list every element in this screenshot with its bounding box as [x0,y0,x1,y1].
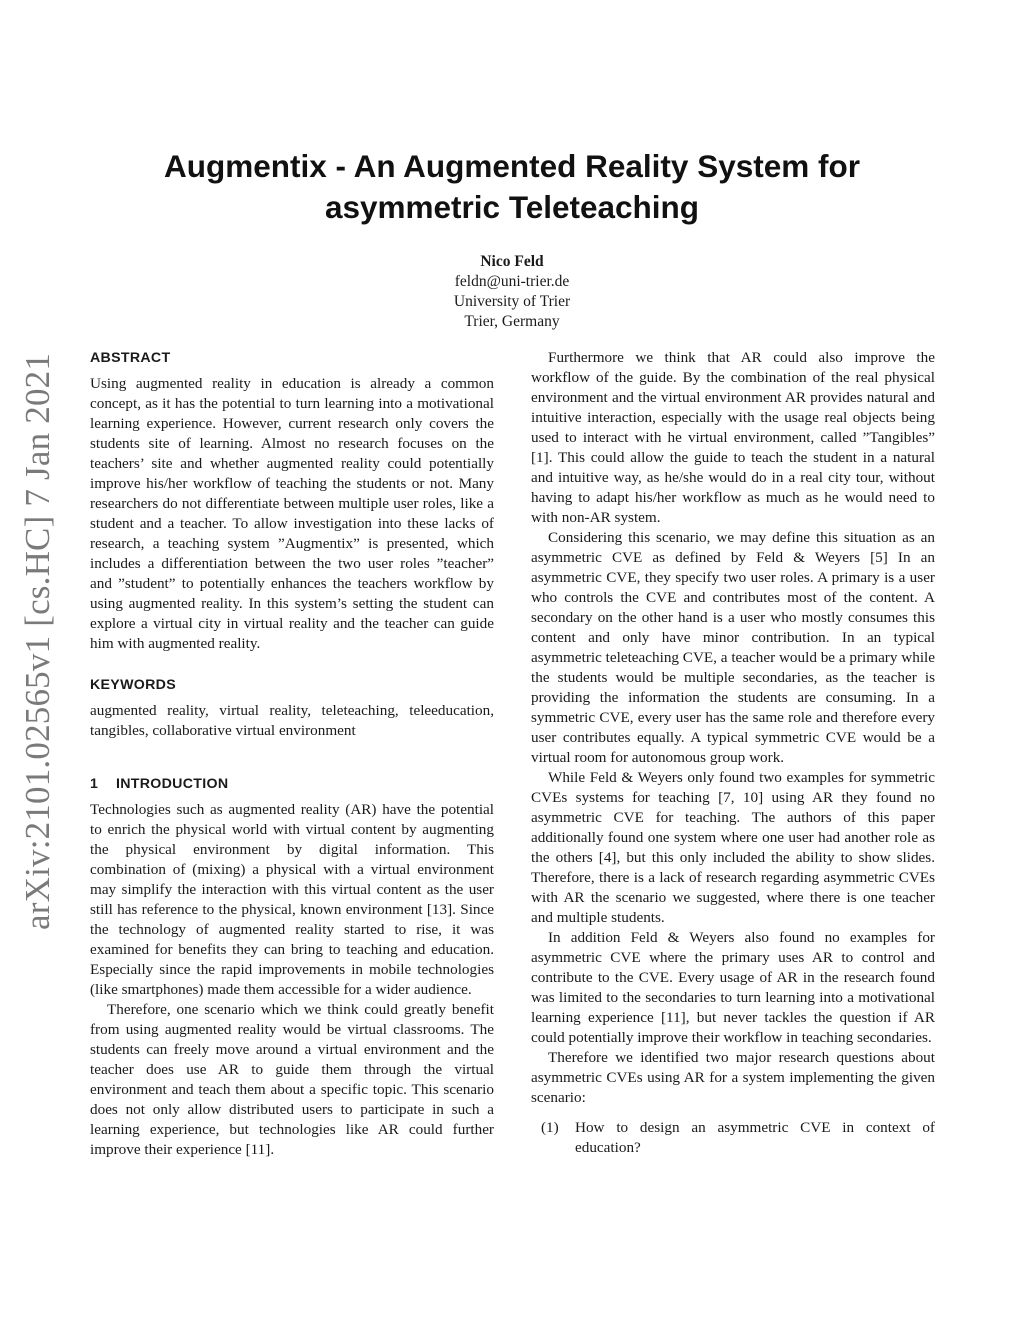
author-name: Nico Feld [480,253,544,270]
author-block [362,252,662,332]
arxiv-identifier [18,352,58,930]
research-question-1 [531,1118,935,1158]
right-paragraph-3: While Feld & Weyers only found two examples for symmetric CVEs systems for teaching [7, 10] using AR they found no asymmetric CVE for teaching. The authors of this paper additionally found one system where one user had another role as the others [4], but this only included the ability to show slides. Therefore, there is a lack of research regarding asymmetric CVEs with AR the scenario we suggested, where there is one teacher and multiple students. [531,769,935,926]
abstract-heading: ABSTRACT [90,350,171,366]
section-title: INTRODUCTION [116,776,229,792]
right-column [531,348,935,1158]
question-number: (1) [541,1119,559,1136]
author-affiliation: University of Trier [453,293,571,310]
right-paragraph-4: In addition Feld & Weyers also found no examples for asymmetric CVE where the primary uses AR to control and contribute to the CVE. Every usage of AR in the research found was limited to the secondaries to turn learning into a motivational learning experience [11], but never tackles the question if AR could potentially improve their workflow in teaching secondaries. [531,929,935,1046]
section-number: 1 [90,776,99,792]
right-paragraph-1: Furthermore we think that AR could also improve the workflow of the guide. By the combination of the real physical environment and the virtual environment AR provides natural and intuitive interaction, especially with the usage real objects being used to interact with he virtual environment, called ”Tangibles” [1]. This could allow the guide to teach the student in a natural and intuitive way, as he/she would do in a real city tour, without having to adapt his/her workflow as much as he would need to with non-AR system. [531,349,935,526]
keywords-heading: KEYWORDS [90,677,176,693]
intro-paragraph-2: Therefore, one scenario which we think could greatly benefit from using augmented reality would be virtual classrooms. The students can freely move around a virtual environment and the teacher does use AR to guide them through the virtual environment and teach them about a specific topic. This scenario does not only allow distributed users to participate in such a learning experience, but technologies like AR could further improve their experience [11]. [90,1001,494,1158]
author-location: Trier, Germany [464,313,560,330]
intro-paragraph-1: Technologies such as augmented reality (AR) have the potential to enrich the physical world with virtual content by augmenting the physical environment by digital information. This combination of (mixing) a physical with a virtual environment may simplify the interaction with this virtual content as the user still has reference to the physical, known environment [13]. Since the technology of augmented reality started to rise, it was examined for benefits they can bring to teaching and education. Especially since the rapid improvements in mobile technologies (like smartphones) made them accessible for a wider audience. [90,801,494,998]
keywords-text: augmented reality, virtual reality, teleteaching, teleeducation, tangibles, collaborative virtual environment [90,702,494,739]
author-email: feldn@uni-trier.de [454,273,570,290]
left-column [90,348,494,1160]
introduction-heading [90,774,494,794]
right-paragraph-2: Considering this scenario, we may define this situation as an asymmetric CVE as defined by Feld & Weyers [5] In an asymmetric CVE, they specify two user roles. A primary is a user who controls the CVE and contributes most of the content. A secondary on the other hand is a user who mostly consumes this content and only have minor contribution. In an typical asymmetric teleteaching CVE, a teacher would be a primary while the students would be multiple secondaries, as the teacher is providing the information the students are consuming. In a symmetric CVE, every user has the same role and therefore every user contributes equally. A typical symmetric CVE would be a virtual room for autonomous group work. [531,529,935,766]
paper-title: Augmentix - An Augmented Reality System for asymmetric Teleteaching [163,148,860,225]
question-text: How to design an asymmetric CVE in context of education? [575,1119,935,1156]
right-paragraph-5: Therefore we identified two major research questions about asymmetric CVEs using AR for a system implementing the given scenario: [531,1049,935,1106]
abstract-text: Using augmented reality in education is already a common concept, as it has the potential to turn learning into a motivational learning experience. However, current research only covers the students site of learning. Almost no research focuses on the teachers’ site and whether augmented reality could potentially improve his/her workflow of teaching the students or not. Many researchers do not differentiate between multiple user roles, like a student and a teacher. To allow investigation into these lacks of research, a teaching system ”Augmentix” is presented, which includes a differentiation between the two user roles ”teacher” and ”student” to potentially enhances the teachers workflow by using augmented reality. In this system’s setting the student can explore a virtual city in virtual reality and the teacher can guide him with augmented reality. [90,375,494,652]
arxiv-identifier-text: arXiv:2101.02565v1 [cs.HC] 7 Jan 2021 [18,352,57,930]
